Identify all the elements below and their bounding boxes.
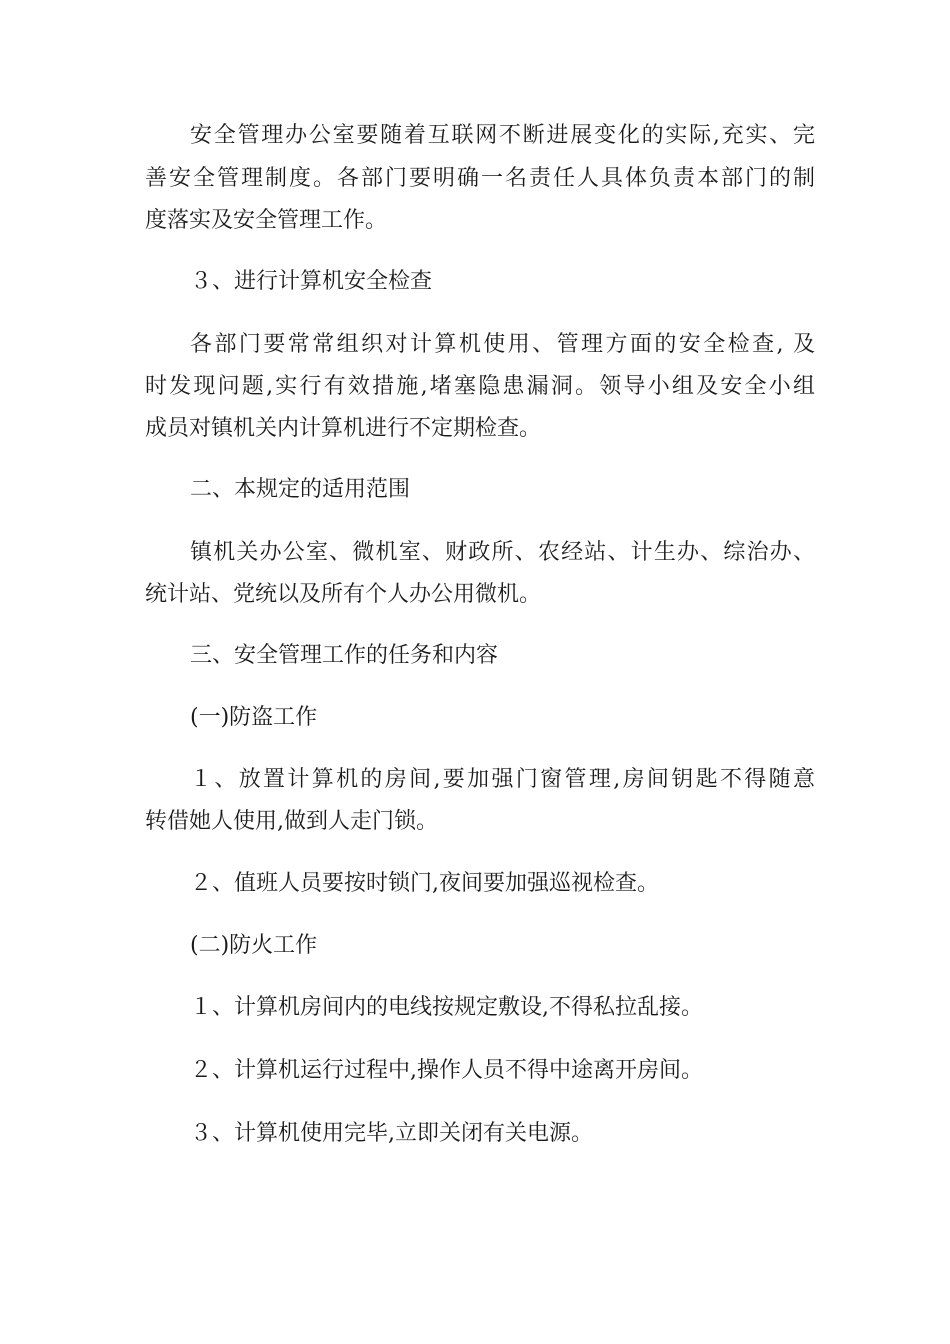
paragraph-line: 度落实及安全管理工作。: [145, 208, 388, 233]
paragraph-line: 各部门要常常组织对计算机使用、管理方面的安全检查, 及: [190, 332, 815, 357]
section-heading: 二、本规定的适用范围: [190, 477, 411, 502]
subsection-heading: (二)防火工作: [190, 933, 318, 958]
subsection-heading: (一)防盗工作: [190, 705, 318, 730]
paragraph-line: １、计算机房间内的电线按规定敷设,不得私拉乱接。: [190, 995, 703, 1020]
paragraph-line: ２、计算机运行过程中,操作人员不得中途离开房间。: [190, 1058, 703, 1083]
paragraph-line: 善安全管理制度。各部门要明确一名责任人具体负责本部门的制: [145, 166, 815, 191]
paragraph-line: 统计站、党统以及所有个人办公用微机。: [145, 582, 542, 607]
paragraph-line: ３、计算机使用完毕,立即关闭有关电源。: [190, 1121, 593, 1146]
section-heading: 三、安全管理工作的任务和内容: [190, 643, 499, 668]
paragraph-line: 镇机关办公室、微机室、财政所、农经站、计生办、综治办、: [190, 540, 815, 565]
paragraph-line: ２、值班人员要按时锁门,夜间要加强巡视检查。: [190, 871, 659, 896]
paragraph-line: １、放置计算机的房间,要加强门窗管理,房间钥匙不得随意: [190, 767, 815, 792]
paragraph-line: 时发现问题,实行有效措施,堵塞隐患漏洞。领导小组及安全小组: [145, 374, 815, 399]
paragraph-line: 安全管理办公室要随着互联网不断进展变化的实际,充实、完: [190, 123, 815, 148]
paragraph-line: 转借她人使用,做到人走门锁。: [145, 809, 438, 834]
paragraph-line: 成员对镇机关内计算机进行不定期检查。: [145, 416, 542, 441]
section-heading: ３、进行计算机安全检查: [190, 269, 433, 294]
